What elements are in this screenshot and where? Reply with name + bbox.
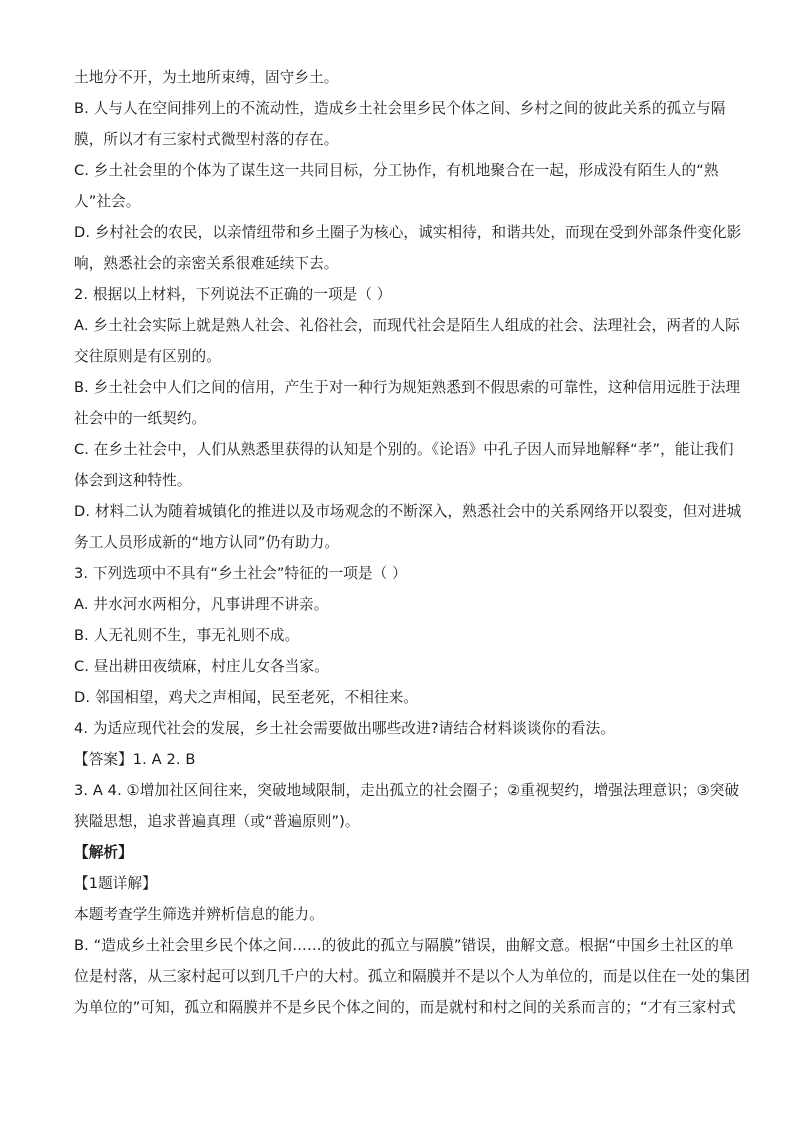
- answer-line: 3. A 4. ①增加社区间往来，突破地域限制，走出孤立的社会圈子；②重视契约，增强法理意识；③突破: [74, 782, 740, 799]
- option-c-line: C. 在乡土社会中，人们从熟悉里获得的认知是个别的。《论语》中孔子因人而异地解释“孝”，能让我们: [74, 441, 734, 458]
- document-body: [74, 62, 750, 1023]
- analysis-text: 为单位的”可知，孤立和隔膜并不是乡民个体之间的，而是就村和村之间的关系而言的；“才有三家村式: [74, 999, 736, 1016]
- option-d-line: D. 乡村社会的农民，以亲情纽带和乡土圈子为核心，诚实相待，和谐共处，而现在受到外部条件变化影: [74, 224, 742, 241]
- option-d-line: D. 材料二认为随着城镇化的推进以及市场观念的不断深入，熟悉社会中的关系网络开以裂变，但对进城: [74, 503, 742, 520]
- option-b-line: B. 人与人在空间排列上的不流动性，造成乡土社会里乡民个体之间、乡村之间的彼此关系的孤立与隔: [74, 100, 726, 117]
- detail-heading: 【1题详解】: [74, 875, 157, 892]
- text-line: 体会到这种特性。: [74, 472, 192, 489]
- text-line: 人”社会。: [74, 193, 141, 210]
- option-a-line: A. 井水河水两相分，凡事讲理不讲亲。: [74, 596, 329, 613]
- answer-line: 狭隘思想，追求普遍真理（或“普遍原则”)。: [74, 813, 360, 830]
- analysis-heading: 【解析】: [74, 844, 133, 861]
- text-line: 务工人员形成新的“地方认同”仍有助力。: [74, 534, 340, 551]
- option-b-line: B. 乡土社会中人们之间的信用，产生于对一种行为规矩熟悉到不假思索的可靠性，这种信用远胜于法理: [74, 379, 741, 396]
- option-b-line: B. 人无礼则不生，事无礼则不成。: [74, 627, 300, 644]
- question-4: 4. 为适应现代社会的发展，乡土社会需要做出哪些改进?请结合材料谈谈你的看法。: [74, 720, 615, 737]
- text-line: 社会中的一纸契约。: [74, 410, 207, 427]
- question-3: 3. 下列选项中不具有“乡土社会”特征的一项是（ ）: [74, 565, 407, 582]
- analysis-text: B. “造成乡土社会里乡民个体之间……的彼此的孤立与隔膜”错误，曲解文意。根据“中国乡土社区的单: [74, 937, 734, 954]
- text-line: 土地分不开，为土地所束缚，固守乡土。: [74, 69, 339, 86]
- analysis-text: 本题考查学生筛选并辨析信息的能力。: [74, 906, 324, 923]
- question-2: 2. 根据以上材料，下列说法不正确的一项是（ ）: [74, 286, 392, 303]
- analysis-text: 位是村落，从三家村起可以到几千户的大村。孤立和隔膜并不是以个人为单位的，而是以住在一处的集团: [74, 968, 750, 985]
- answer-heading: 【答案】1. A 2. B: [74, 751, 196, 768]
- option-c-line: C. 乡土社会里的个体为了谋生这一共同目标，分工协作，有机地聚合在一起，形成没有陌生人的“熟: [74, 162, 719, 179]
- option-a-line: A. 乡土社会实际上就是熟人社会、礼俗社会，而现代社会是陌生人组成的社会、法理社会，两者的人际: [74, 317, 740, 334]
- option-d-line: D. 邻国相望，鸡犬之声相闻，民至老死，不相往来。: [74, 689, 419, 706]
- text-line: 膜，所以才有三家村式微型村落的存在。: [74, 131, 339, 148]
- text-line: 响，熟悉社会的亲密关系很难延续下去。: [74, 255, 339, 272]
- text-line: 交往原则是有区别的。: [74, 348, 221, 365]
- option-c-line: C. 昼出耕田夜绩麻，村庄儿女各当家。: [74, 658, 329, 675]
